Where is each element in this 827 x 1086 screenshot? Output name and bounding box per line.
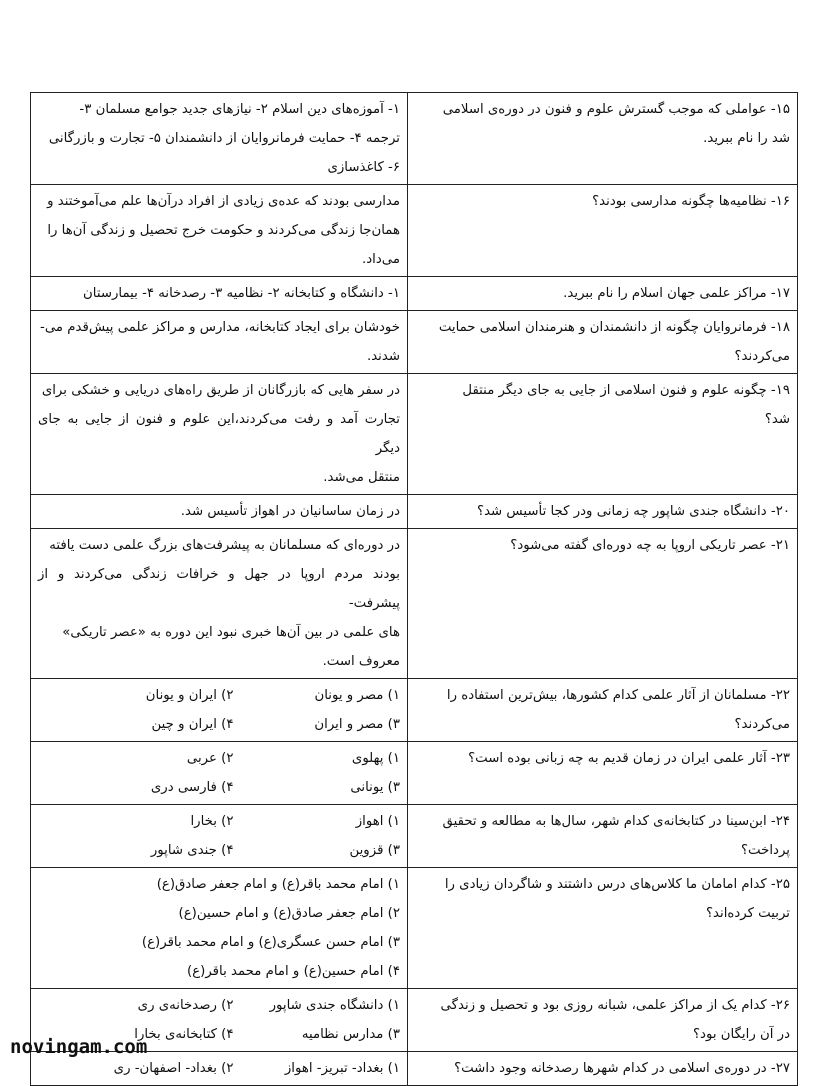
question-row [31,311,798,374]
answer-text-line: مدارسی بودند که عده‌ی زیادی از افراد درآن‌ها علم می‌آموختند و [47,194,400,209]
options-grid [38,681,400,739]
question-text-line: ۲۶- کدام یک از مراکز علمی، شبانه روزی بود و تحصیل و زندگی [440,998,790,1013]
question-cell [408,868,798,989]
answer-cell [31,185,408,277]
answer-cell [31,495,408,529]
question-row [31,277,798,311]
question-text-line: ۱۸- فرمانروایان چگونه از دانشمندان و هنرمندان اسلامی حمایت [438,320,790,335]
answer-text-line: بودند مردم اروپا در جهل و خرافات زندگی می‌کردند و از پیشرفت- [38,567,400,611]
answer-cell [31,742,408,805]
question-text-line: ۲۱- عصر تاریکی اروپا به چه دوره‌ای گفته می‌شود؟ [510,538,790,553]
question-text-line: ۱۶- نظامیه‌ها چگونه مدارسی بودند؟ [592,194,790,209]
answer-text-line: خودشان برای ایجاد کتابخانه، مدارس و مراکز علمی پیش‌قدم می- [40,320,400,335]
question-row [31,529,798,679]
answer-text-line: می‌داد. [362,252,400,267]
question-cell [408,374,798,495]
question-text-line: ۲۴- ابن‌سینا در کتابخانه‌ی کدام شهر، سال‌ها به مطالعه و تحقیق [442,814,790,829]
option-item: ۴) کتابخانه‌ی بخارا [134,1027,234,1042]
question-text-line: ۲۵- کدام امامان ما کلاس‌های درس داشتند و شاگردان زیادی را [444,877,790,892]
question-text-line: ۲۳- آثار علمی ایران در زمان قدیم به چه زبانی بوده است؟ [468,751,790,766]
option-item: ۴) فارسی دری [150,780,234,795]
option-item: ۲) ایران و یونان [145,688,234,703]
question-row [31,742,798,805]
option-item: ۳) قزوین [349,843,400,858]
answer-text-line: همان‌جا زندگی می‌کردند و حکومت خرج تحصیل و زندگی آن‌ها را [47,223,400,238]
question-cell [408,529,798,679]
qa-table [30,92,798,1086]
question-cell [408,185,798,277]
answer-text-line: ۱- دانشگاه و کتابخانه ۲- نظامیه ۳- رصدخانه ۴- بیمارستان [83,286,400,301]
answer-text-line: ۱- آموزه‌های دین اسلام ۲- نیازهای جدید جوامع مسلمان ۳- [79,102,400,117]
question-text-line: پرداخت؟ [741,843,790,858]
question-text-line: در آن رایگان بود؟ [692,1027,790,1042]
answer-cell [31,868,408,989]
question-text-line: شد؟ [764,412,790,427]
question-row [31,374,798,495]
option-item: ۲) امام جعفر صادق(ع) و امام حسین(ع) [178,906,400,921]
question-cell [408,311,798,374]
option-item: ۲) عربی [186,751,234,766]
question-text-line: می‌کردند؟ [734,349,790,364]
question-cell [408,679,798,742]
question-row [31,868,798,989]
option-item: ۴) ایران و چین [151,717,234,732]
answer-cell [31,374,408,495]
option-item: ۱) مصر و یونان [314,688,400,703]
question-cell [408,277,798,311]
question-row [31,495,798,529]
question-row [31,185,798,277]
options-grid [38,744,400,802]
answer-cell [31,277,408,311]
answer-cell [31,679,408,742]
question-text-line: ۱۷- مراکز علمی جهان اسلام را نام ببرید. [563,286,790,301]
question-text-line: ۱۹- چگونه علوم و فنون اسلامی از جایی به جای دیگر منتقل [462,383,790,398]
answer-text-line: در دوره‌ای که مسلمانان به پیشرفت‌های بزرگ علمی دست یافته [49,538,400,553]
question-text-line: ۲۲- مسلمانان از آثار علمی کدام کشورها، بیش‌ترین استفاده را [446,688,790,703]
question-text-line: ۲۰- دانشگاه جندی شاپور چه زمانی ودر کجا تأسیس شد؟ [477,504,790,519]
qa-body [31,93,798,1086]
answer-text-line: معروف است. [322,654,400,669]
question-row [31,805,798,868]
answer-cell [31,529,408,679]
question-cell [408,805,798,868]
option-item: ۲) بغداد- اصفهان- ری [113,1061,234,1076]
answer-text-line: منتقل می‌شد. [323,470,400,485]
option-item: ۱) دانشگاه جندی شاپور [269,998,400,1013]
answer-cell [31,805,408,868]
answer-text-line: در زمان ساسانیان در اهواز تأسیس شد. [180,504,400,519]
option-item: ۱) پهلوی [351,751,400,766]
answer-text-line: در سفر هایی که بازرگانان از طریق راه‌های دریایی و خشکی برای [41,383,400,398]
question-cell [408,1052,798,1086]
answer-text-line: ۶- کاغذسازی [327,160,400,175]
answer-text-line: شدند. [366,349,400,364]
question-row [31,93,798,185]
answer-cell [31,93,408,185]
option-item: ۳) یونانی [350,780,400,795]
question-text-line: ۲۷- در دوره‌ی اسلامی در کدام شهرها رصدخانه وجود داشت؟ [454,1061,790,1076]
question-row [31,679,798,742]
option-item: ۱) امام محمد باقر(ع) و امام جعفر صادق(ع) [156,877,400,892]
question-cell [408,495,798,529]
option-item: ۳) امام حسن عسگری(ع) و امام محمد باقر(ع) [141,935,400,950]
option-item: ۴) امام حسین(ع) و امام محمد باقر(ع) [187,964,400,979]
question-cell [408,989,798,1052]
options-grid [38,807,400,865]
answer-text-line: تجارت آمد و رفت می‌کردند،این علوم و فنون از جایی به جای دیگر [38,412,400,456]
option-item: ۱) بغداد- تبریز- اهواز [284,1061,400,1076]
question-text-line: می‌کردند؟ [734,717,790,732]
question-cell [408,742,798,805]
option-item: ۴) جندی شاپور [150,843,234,858]
answer-cell [31,311,408,374]
option-item: ۲) بخارا [190,814,234,829]
site-watermark: novingam.com [10,1036,148,1058]
question-cell [408,93,798,185]
option-item: ۲) رصدخانه‌ی ری [137,998,234,1013]
question-text-line: تربیت کرده‌اند؟ [705,906,790,921]
option-item: ۳) مصر و ایران [314,717,400,732]
answer-text-line: ترجمه ۴- حمایت فرمانروایان از دانشمندان ۵- تجارت و بازرگانی [48,131,400,146]
question-text-line: ۱۵- عواملی که موجب گسترش علوم و فنون در دوره‌ی اسلامی [442,102,790,117]
answer-text-line: های علمی در بین آن‌ها خبری نبود این دوره به «عصر تاریکی» [62,625,400,640]
option-item: ۳) مدارس نظامیه [301,1027,400,1042]
options-grid [38,1054,400,1083]
question-text-line: شد را نام ببرید. [703,131,790,146]
option-item: ۱) اهواز [355,814,400,829]
